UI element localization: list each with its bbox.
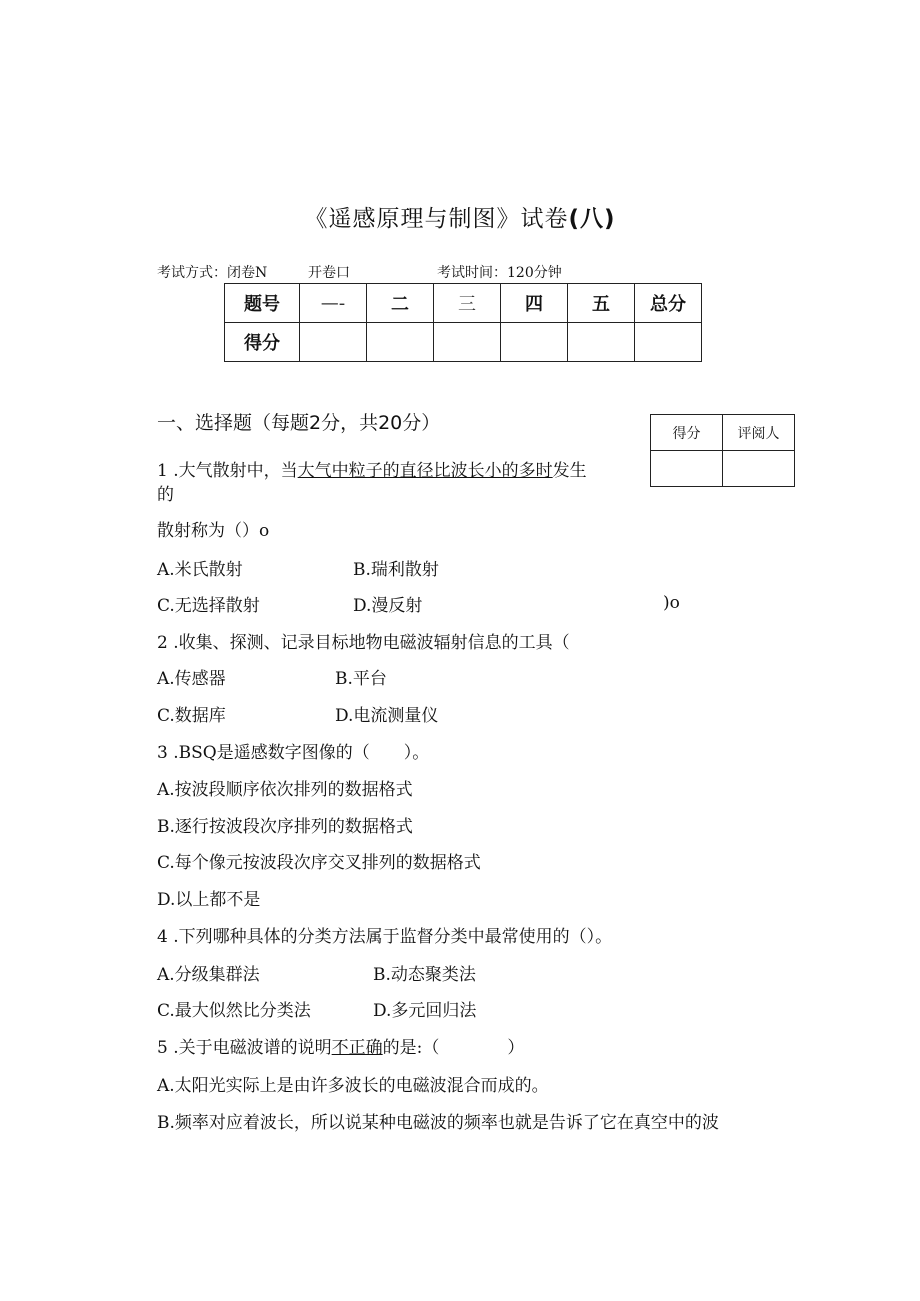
score-cell <box>568 323 635 362</box>
grader-score-cell <box>651 451 723 487</box>
q3-text <box>157 738 429 763</box>
score-header-cell: 三 <box>434 284 501 323</box>
grader-cell <box>723 451 795 487</box>
grader-label: 评阅人 <box>723 415 795 451</box>
q2-option-c: C.数据库 <box>157 706 226 726</box>
q1-text-b: 发生 <box>552 461 587 481</box>
q5-number: 5 <box>157 1038 168 1058</box>
page-title <box>0 200 920 233</box>
q5-option-a: A.太阳光实际上是由许多波长的电磁波混合而成的。 <box>157 1076 549 1096</box>
q4-option-a: A.分级集群法 <box>157 965 260 985</box>
grader-score-label: 得分 <box>651 415 723 451</box>
q2-option-b: B.平台 <box>335 669 387 689</box>
score-cell <box>367 323 434 362</box>
q4-option-d: D.多元回归法 <box>373 1001 477 1021</box>
q5-option-b: B.频率对应着波长，所以说某种电磁波的频率也就是告诉了它在真空中的波 <box>157 1113 719 1133</box>
q1-cont2: 散射称为（）o <box>157 521 270 541</box>
q1-number: 1 <box>157 461 168 481</box>
q5-underlined: 不正确 <box>331 1038 383 1058</box>
q2-answer-tail: )o <box>663 593 680 613</box>
q2-number: 2 <box>157 633 168 653</box>
q3-number: 3 <box>157 743 168 763</box>
score-header-cell: 题号 <box>225 284 300 323</box>
q4-number: 4 <box>157 927 168 947</box>
q5-text-b: 的是:（ ） <box>382 1038 525 1058</box>
exam-time: 考试时间：120分钟 <box>437 265 562 281</box>
q4-text <box>157 922 612 947</box>
grader-table <box>650 414 795 487</box>
exam-mode: 考试方式：闭卷N <box>157 265 268 281</box>
exam-open: 开卷口 <box>308 265 350 281</box>
q1-option-a: A.米氏散射 <box>157 560 243 580</box>
q4-stem: .下列哪种具体的分类方法属于监督分类中最常使用的（）。 <box>173 927 613 947</box>
score-header-cell: 四 <box>501 284 568 323</box>
q3-option-a: A.按波段顺序依次排列的数据格式 <box>157 780 413 800</box>
title-main: 《遥感原理与制图》试卷 <box>304 206 569 232</box>
score-header-cell: 二 <box>367 284 434 323</box>
q2-option-d: D.电流测量仪 <box>335 706 439 726</box>
q1-underlined: 大气中粒子的直径比波长小的多时 <box>297 461 553 481</box>
score-header-cell: 五 <box>568 284 635 323</box>
score-row-label: 得分 <box>225 323 300 362</box>
score-cell <box>434 323 501 362</box>
q2-option-a: A.传感器 <box>157 669 226 689</box>
q5-text <box>157 1033 524 1058</box>
q5-text-a: .关于电磁波谱的说明 <box>173 1038 332 1058</box>
score-header-cell: —- <box>300 284 367 323</box>
q1-text-a: .大气散射中，当 <box>173 461 298 481</box>
title-suffix: (八) <box>568 206 616 232</box>
q2-text <box>157 628 570 653</box>
score-table-header-row <box>225 284 702 323</box>
q3-stem: .BSQ是遥感数字图像的（ ）。 <box>173 743 430 763</box>
q1-option-d: D.漫反射 <box>353 596 423 616</box>
score-table <box>224 283 702 362</box>
q1-cont1: 的 <box>157 485 174 505</box>
score-header-cell: 总分 <box>635 284 702 323</box>
q4-option-c: C.最大似然比分类法 <box>157 1001 311 1021</box>
q1-option-c: C.无选择散射 <box>157 596 260 616</box>
score-table-score-row <box>225 323 702 362</box>
section-title: 一、选择题（每题2分，共20分） <box>157 412 441 434</box>
score-cell <box>501 323 568 362</box>
score-cell <box>635 323 702 362</box>
q1-option-b: B.瑞利散射 <box>353 560 439 580</box>
q4-option-b: B.动态聚类法 <box>373 965 476 985</box>
q3-option-c: C.每个像元按波段次序交叉排列的数据格式 <box>157 853 481 873</box>
q3-option-d: D.以上都不是 <box>157 890 261 910</box>
score-cell <box>300 323 367 362</box>
q2-stem: .收集、探测、记录目标地物电磁波辐射信息的工具（ <box>173 633 570 653</box>
q3-option-b: B.逐行按波段次序排列的数据格式 <box>157 817 413 837</box>
q1-text <box>157 456 587 481</box>
